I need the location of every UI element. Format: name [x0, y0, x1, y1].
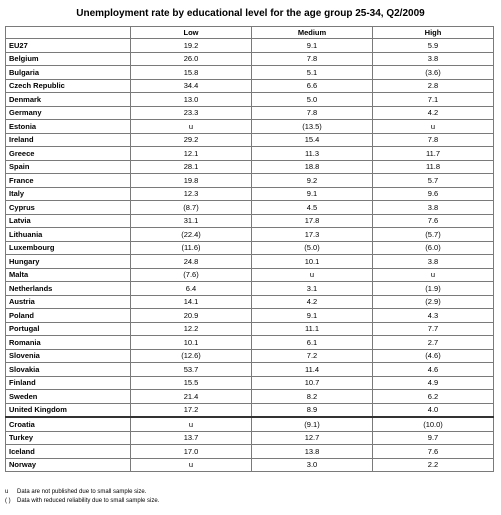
table-row	[6, 458, 494, 472]
high-value-cell: u	[373, 120, 494, 134]
low-value-cell: u	[131, 417, 252, 431]
medium-value-cell: 8.9	[252, 403, 373, 417]
low-value-cell: u	[131, 120, 252, 134]
medium-value-cell: 9.1	[252, 39, 373, 53]
high-value-cell: 9.6	[373, 187, 494, 201]
low-value-cell: (8.7)	[131, 201, 252, 215]
high-value-cell: 3.8	[373, 255, 494, 269]
country-cell: Germany	[6, 106, 131, 120]
country-cell: Turkey	[6, 431, 131, 445]
medium-value-cell: 11.4	[252, 363, 373, 377]
low-value-cell: 34.4	[131, 79, 252, 93]
country-cell: Malta	[6, 268, 131, 282]
column-header-country	[6, 27, 131, 39]
country-cell: Latvia	[6, 214, 131, 228]
country-cell: Slovenia	[6, 349, 131, 363]
low-value-cell: 12.3	[131, 187, 252, 201]
country-cell: Sweden	[6, 390, 131, 404]
country-cell: Bulgaria	[6, 66, 131, 80]
high-value-cell: 4.9	[373, 376, 494, 390]
medium-value-cell: 17.3	[252, 228, 373, 242]
low-value-cell: 14.1	[131, 295, 252, 309]
table-row	[6, 403, 494, 417]
low-value-cell: 29.2	[131, 133, 252, 147]
table-row	[6, 160, 494, 174]
table-row	[6, 201, 494, 215]
low-value-cell: 17.0	[131, 445, 252, 459]
high-value-cell: (3.6)	[373, 66, 494, 80]
high-value-cell: 4.2	[373, 106, 494, 120]
low-value-cell: (7.6)	[131, 268, 252, 282]
country-cell: Austria	[6, 295, 131, 309]
low-value-cell: 28.1	[131, 160, 252, 174]
footnote-text: Data with reduced reliability due to small sample size.	[17, 498, 160, 504]
high-value-cell: (6.0)	[373, 241, 494, 255]
country-cell: Denmark	[6, 93, 131, 107]
table-row	[6, 417, 494, 431]
table-row	[6, 376, 494, 390]
high-value-cell: 4.3	[373, 309, 494, 323]
footnotes	[5, 488, 159, 506]
medium-value-cell: 3.0	[252, 458, 373, 472]
header-row	[6, 27, 494, 39]
footnote-parentheses	[5, 497, 159, 506]
low-value-cell: (12.6)	[131, 349, 252, 363]
table-row	[6, 106, 494, 120]
table-row	[6, 93, 494, 107]
medium-value-cell: 15.4	[252, 133, 373, 147]
table-row	[6, 147, 494, 161]
column-header-medium: Medium	[252, 27, 373, 39]
country-cell: France	[6, 174, 131, 188]
medium-value-cell: 11.3	[252, 147, 373, 161]
medium-value-cell: (13.5)	[252, 120, 373, 134]
country-cell: Lithuania	[6, 228, 131, 242]
low-value-cell: 6.4	[131, 282, 252, 296]
footnote-u	[5, 488, 159, 497]
medium-value-cell: 7.8	[252, 106, 373, 120]
unemployment-table	[5, 26, 494, 472]
country-cell: Croatia	[6, 417, 131, 431]
medium-value-cell: 6.1	[252, 336, 373, 350]
high-value-cell: 4.6	[373, 363, 494, 377]
table-row	[6, 255, 494, 269]
country-cell: Poland	[6, 309, 131, 323]
low-value-cell: 26.0	[131, 52, 252, 66]
country-cell: Portugal	[6, 322, 131, 336]
table-row	[6, 336, 494, 350]
high-value-cell: 5.7	[373, 174, 494, 188]
low-value-cell: 24.8	[131, 255, 252, 269]
column-header-high: High	[373, 27, 494, 39]
low-value-cell: 13.7	[131, 431, 252, 445]
table-row	[6, 52, 494, 66]
country-cell: Romania	[6, 336, 131, 350]
country-cell: Italy	[6, 187, 131, 201]
footnote-symbol: u	[5, 489, 9, 495]
table-row	[6, 349, 494, 363]
medium-value-cell: 4.2	[252, 295, 373, 309]
medium-value-cell: 17.8	[252, 214, 373, 228]
table-row	[6, 79, 494, 93]
high-value-cell: (5.7)	[373, 228, 494, 242]
medium-value-cell: u	[252, 268, 373, 282]
table-row	[6, 228, 494, 242]
high-value-cell: 4.0	[373, 403, 494, 417]
table-row	[6, 431, 494, 445]
high-value-cell: 7.1	[373, 93, 494, 107]
medium-value-cell: 5.1	[252, 66, 373, 80]
footnote-text: Data are not published due to small sample size.	[17, 489, 147, 495]
medium-value-cell: 4.5	[252, 201, 373, 215]
country-cell: United Kingdom	[6, 403, 131, 417]
country-cell: Estonia	[6, 120, 131, 134]
table-row	[6, 363, 494, 377]
low-value-cell: 12.1	[131, 147, 252, 161]
low-value-cell: u	[131, 458, 252, 472]
medium-value-cell: 11.1	[252, 322, 373, 336]
table-row	[6, 133, 494, 147]
high-value-cell: 7.6	[373, 214, 494, 228]
medium-value-cell: 9.1	[252, 309, 373, 323]
high-value-cell: 7.8	[373, 133, 494, 147]
country-cell: Norway	[6, 458, 131, 472]
table-row	[6, 39, 494, 53]
low-value-cell: 13.0	[131, 93, 252, 107]
footnote-symbol: ( )	[5, 498, 11, 504]
high-value-cell: 3.8	[373, 52, 494, 66]
high-value-cell: (4.6)	[373, 349, 494, 363]
table-row	[6, 295, 494, 309]
country-cell: Finland	[6, 376, 131, 390]
high-value-cell: 5.9	[373, 39, 494, 53]
table-row	[6, 66, 494, 80]
high-value-cell: (2.9)	[373, 295, 494, 309]
medium-value-cell: 13.8	[252, 445, 373, 459]
medium-value-cell: 9.2	[252, 174, 373, 188]
table-row	[6, 309, 494, 323]
low-value-cell: 15.5	[131, 376, 252, 390]
medium-value-cell: 7.2	[252, 349, 373, 363]
high-value-cell: 11.8	[373, 160, 494, 174]
country-cell: Czech Republic	[6, 79, 131, 93]
medium-value-cell: 10.7	[252, 376, 373, 390]
country-cell: Netherlands	[6, 282, 131, 296]
table-row	[6, 174, 494, 188]
high-value-cell: (1.9)	[373, 282, 494, 296]
country-cell: Spain	[6, 160, 131, 174]
country-cell: Hungary	[6, 255, 131, 269]
country-cell: Slovakia	[6, 363, 131, 377]
low-value-cell: 15.8	[131, 66, 252, 80]
country-cell: Belgium	[6, 52, 131, 66]
high-value-cell: 7.7	[373, 322, 494, 336]
table-row	[6, 241, 494, 255]
low-value-cell: 10.1	[131, 336, 252, 350]
table-row	[6, 282, 494, 296]
low-value-cell: 12.2	[131, 322, 252, 336]
table-row	[6, 214, 494, 228]
country-cell: Greece	[6, 147, 131, 161]
high-value-cell: 7.6	[373, 445, 494, 459]
medium-value-cell: (5.0)	[252, 241, 373, 255]
low-value-cell: 20.9	[131, 309, 252, 323]
table-row	[6, 445, 494, 459]
table-row	[6, 120, 494, 134]
high-value-cell: 2.8	[373, 79, 494, 93]
table-row	[6, 322, 494, 336]
low-value-cell: (22.4)	[131, 228, 252, 242]
table-title: Unemployment rate by educational level for the age group 25-34, Q2/2009	[76, 8, 425, 19]
high-value-cell: 2.2	[373, 458, 494, 472]
country-cell: Ireland	[6, 133, 131, 147]
table-row	[6, 390, 494, 404]
column-header-low: Low	[131, 27, 252, 39]
low-value-cell: 53.7	[131, 363, 252, 377]
medium-value-cell: 18.8	[252, 160, 373, 174]
low-value-cell: 19.2	[131, 39, 252, 53]
low-value-cell: 19.8	[131, 174, 252, 188]
high-value-cell: u	[373, 268, 494, 282]
table-body	[6, 39, 494, 472]
medium-value-cell: 8.2	[252, 390, 373, 404]
medium-value-cell: 3.1	[252, 282, 373, 296]
medium-value-cell: 10.1	[252, 255, 373, 269]
country-cell: Iceland	[6, 445, 131, 459]
high-value-cell: 6.2	[373, 390, 494, 404]
low-value-cell: 17.2	[131, 403, 252, 417]
high-value-cell: 3.8	[373, 201, 494, 215]
country-cell: Cyprus	[6, 201, 131, 215]
high-value-cell: 11.7	[373, 147, 494, 161]
high-value-cell: 2.7	[373, 336, 494, 350]
medium-value-cell: 6.6	[252, 79, 373, 93]
high-value-cell: (10.0)	[373, 417, 494, 431]
medium-value-cell: 7.8	[252, 52, 373, 66]
high-value-cell: 9.7	[373, 431, 494, 445]
country-cell: EU27	[6, 39, 131, 53]
low-value-cell: 23.3	[131, 106, 252, 120]
medium-value-cell: 5.0	[252, 93, 373, 107]
low-value-cell: 31.1	[131, 214, 252, 228]
medium-value-cell: 12.7	[252, 431, 373, 445]
low-value-cell: 21.4	[131, 390, 252, 404]
table-row	[6, 268, 494, 282]
medium-value-cell: (9.1)	[252, 417, 373, 431]
medium-value-cell: 9.1	[252, 187, 373, 201]
low-value-cell: (11.6)	[131, 241, 252, 255]
country-cell: Luxembourg	[6, 241, 131, 255]
table-row	[6, 187, 494, 201]
